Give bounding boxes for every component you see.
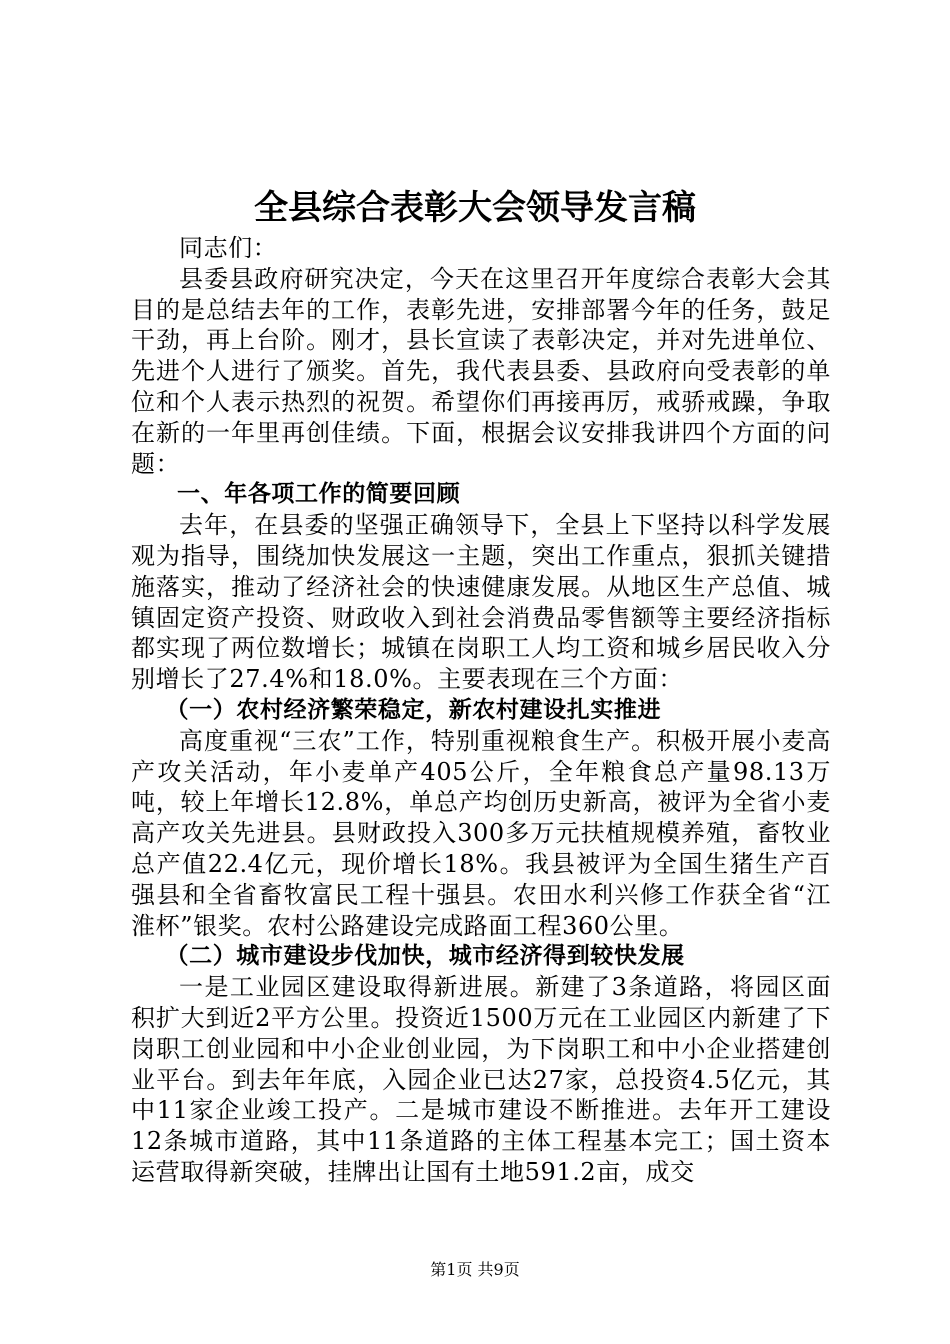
paragraph-intro: 县委县政府研究决定，今天在这里召开年度综合表彰大会其目的是总结去年的工作，表彰先进，安排部署今年的任务，鼓足干劲，再上台阶。刚才，县长宣读了表彰决定，并对先进单位、先进个人进行了颁奖。首先，我代表县委、县政府向受表彰的单位和个人表示热烈的祝贺。希望你们再接再厉，戒骄戒躁，争取在新的一年里再创佳绩。下面，根据会议安排我讲四个方面的问题： bbox=[131, 264, 831, 478]
paragraph-review: 去年，在县委的坚强正确领导下，全县上下坚持以科学发展观为指导，围绕加快发展这一主题，突出工作重点，狠抓关键措施落实，推动了经济社会的快速健康发展。从地区生产总值、城镇固定资产投资、财政收入到社会消费品零售额等主要经济指标都实现了两位数增长；城镇在岗职工人均工资和城乡居民收入分别增长了27.4%和18.0%。主要表现在三个方面： bbox=[131, 511, 831, 694]
document-body bbox=[131, 233, 831, 1188]
subsection-heading-2: （二）城市建设步伐加快，城市经济得到较快发展 bbox=[165, 943, 685, 970]
page-footer: 第1页 共9页 bbox=[430, 1260, 520, 1279]
salutation: 同志们： bbox=[179, 234, 278, 262]
paragraph-rural: 高度重视“三农”工作，特别重视粮食生产。积极开展小麦高产攻关活动，年小麦单产405公斤，全年粮食总产量98.13万吨，较上年增长12.8%，单总产均创历史新高，被评为全省小麦高产攻关先进县。县财政投入300多万元扶植规模养殖，畜牧业总产值22.4亿元，现价增长18%。我县被评为全国生猪生产百强县和全省畜牧富民工程十强县。农田水利兴修工作获全省“江淮杯”银奖。农村公路建设完成路面工程360公里。 bbox=[131, 726, 831, 940]
paragraph-urban: 一是工业园区建设取得新进展。新建了3条道路，将园区面积扩大到近2平方公里。投资近1500万元在工业园区内新建了下岗职工创业园和中小企业创业园，为下岗职工和中小企业搭建创业平台。到去年年底，入园企业已达27家，总投资4.5亿元，其中11家企业竣工投产。二是城市建设不断推进。去年开工建设12条城市道路，其中11条道路的主体工程基本完工；国土资本运营取得新突破，挂牌出让国有土地591.2亩，成交 bbox=[131, 973, 831, 1186]
subsection-heading-1: （一）农村经济繁荣稳定，新农村建设扎实推进 bbox=[165, 696, 662, 723]
page-title: 全县综合表彰大会领导发言稿 bbox=[254, 188, 696, 228]
section-heading-1: 一、年各项工作的简要回顾 bbox=[177, 481, 461, 508]
